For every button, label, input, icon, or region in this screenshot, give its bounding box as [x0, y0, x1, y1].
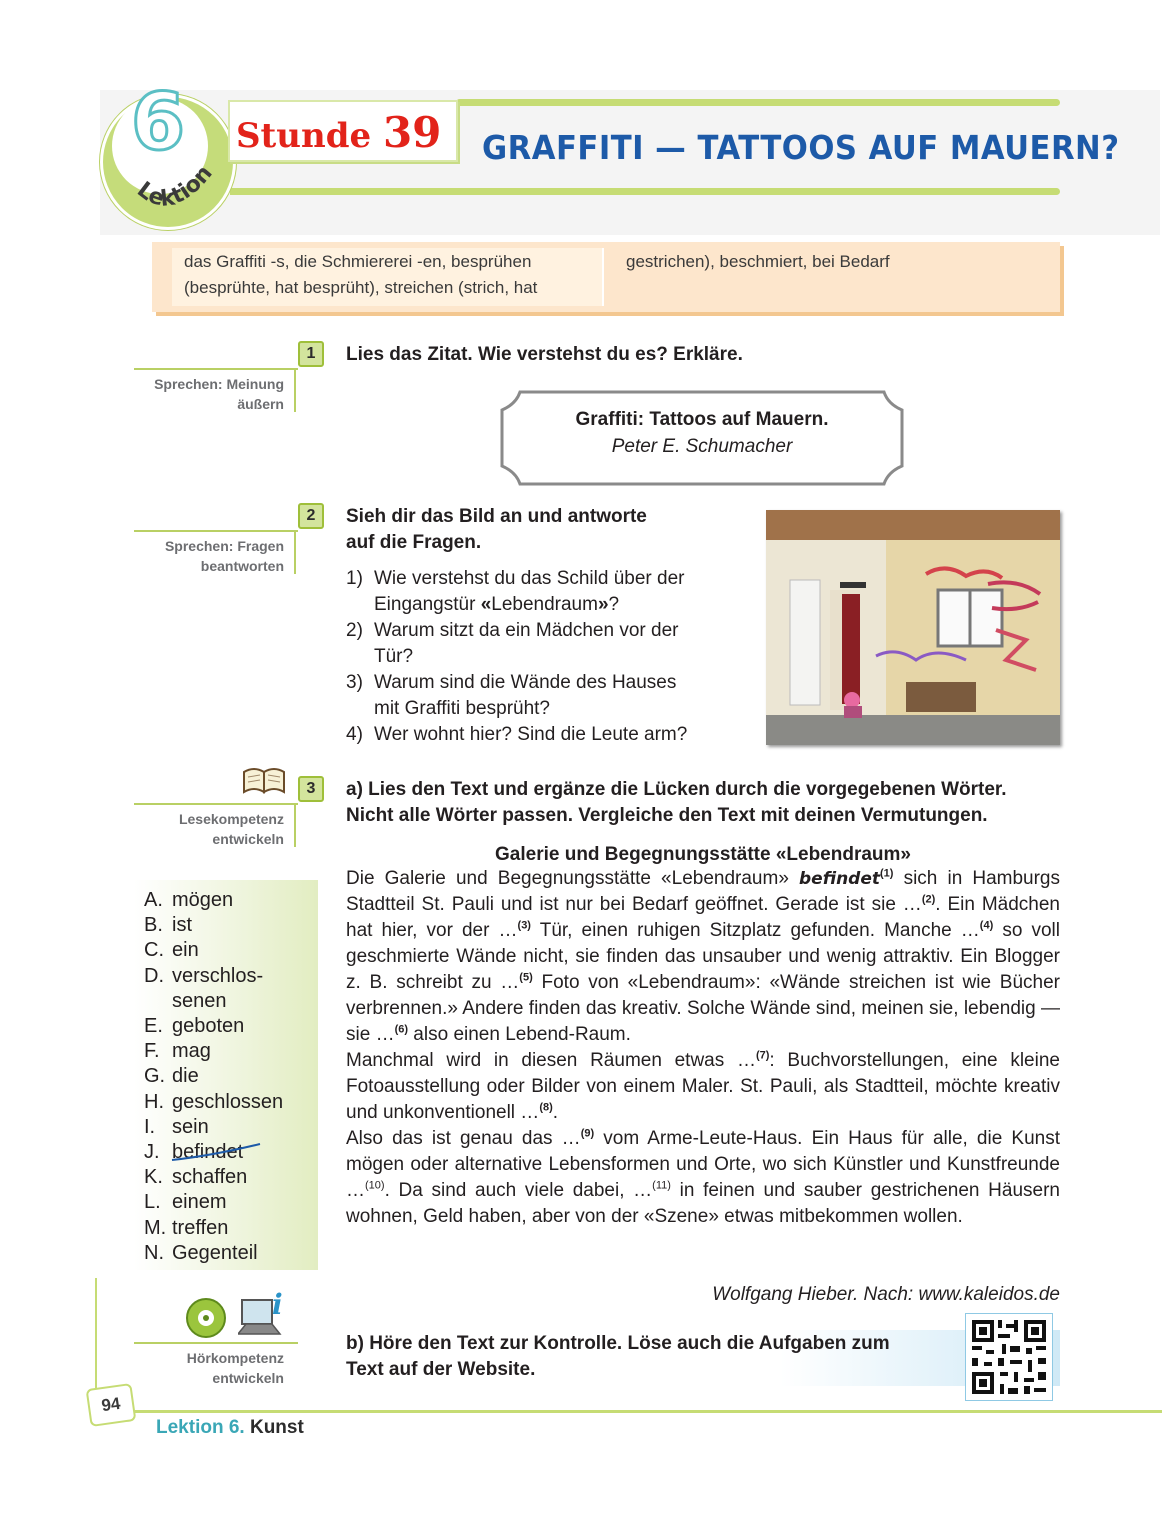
vocab-line: gestrichen), beschmiert, bei Bedarf [626, 252, 890, 271]
quote-mark: « [480, 594, 492, 615]
laptop-info-icon [238, 1294, 292, 1340]
task3a-heading-line: a) Lies den Text und ergänze die Lücken durch die vorgegebenen Wörter. [346, 779, 1007, 800]
task-number-3: 3 [298, 776, 324, 802]
word-option: L. einem [144, 1191, 227, 1214]
skill-label-speaking-questions [120, 536, 284, 576]
question-line: ? [608, 594, 620, 615]
question-line: Eingangstür [374, 594, 481, 615]
footer-lesson: Lektion 6. [156, 1417, 245, 1438]
question-line: Tür? [374, 646, 414, 667]
task2-heading [346, 504, 647, 556]
side-rule-vertical [294, 530, 296, 574]
task-number-1: 1 [298, 341, 324, 367]
word-option: K. schaffen [144, 1166, 248, 1189]
header-rule-bottom [456, 188, 1060, 195]
side-rule [134, 530, 298, 532]
footer-topic: Kunst [249, 1417, 304, 1438]
word-option-used: J. befindet [144, 1140, 314, 1165]
skill-label-line: Sprechen: Fragen [164, 538, 284, 554]
task-number-2: 2 [298, 503, 324, 529]
question-number: 1) [346, 568, 363, 589]
page-title: GRAFFITI — TATTOOS AUF MAUERN? [482, 128, 1120, 167]
example-answer: befindet [799, 869, 881, 889]
skill-label-line: äußern [237, 396, 284, 412]
question-item [346, 670, 756, 722]
skill-label-line: entwickeln [212, 1370, 284, 1386]
strike-through-mark [170, 1142, 264, 1164]
word-option: senen [172, 989, 227, 1012]
footer-rule [95, 1410, 1162, 1413]
side-rule [134, 803, 298, 805]
word-option: E. geboten [144, 1015, 245, 1038]
question-list [346, 566, 756, 748]
vocab-line: das Graffiti -s, die Schmiererei -en, besprühen [184, 252, 532, 271]
word-option: D. verschlos- [144, 964, 264, 987]
svg-text:Lektion [132, 161, 217, 212]
task3b-heading-line: b) Höre den Text zur Kontrolle. Löse auch die Aufgaben zum [346, 1333, 890, 1354]
info-icon: i [272, 1288, 283, 1321]
qr-code[interactable] [966, 1314, 1052, 1400]
question-text [374, 618, 678, 670]
reading-paragraph: Manchmal wird in diesen Räumen etwas …$^{(7)}$: Buchvorstellungen, eine kleine Fotoausstellung oder Bilder von einem Maler. St. Pauli, als Stadtteil, möchte kreativ und unkonventionell …$^{(8)}$. [346, 1049, 1060, 1123]
task1-heading: Lies das Zitat. Wie verstehst du es? Erkläre. [346, 344, 743, 365]
lesson-word-text: Lektion [132, 160, 218, 212]
stunde-number: 39 [382, 108, 442, 157]
skill-label-line: Hörkompetenz [186, 1350, 284, 1366]
skill-label-listening [120, 1348, 284, 1388]
skill-label-speaking-opinion [120, 374, 284, 414]
header-rule-top [456, 99, 1060, 106]
reading-paragraph: Die Galerie und Begegnungsstätte «Lebendraum» befindet$^{(1)}$ sich in Hamburgs Stadtteil St. Pauli und ist nur bei Bedarf geöffnet. Gerade ist sie …$^{(2)}$. Ein Mädchen hat hier, vor der …$^{(3)}$ Tür, einen ruhigen Sitzplatz gefunden. Manche …$^{(4)}$ so voll geschmierte Wände nicht, sie finden das unsauber und wenig attraktiv. Ein Blogger z. B. schreibt zu …$^{(5)}$ Foto von «Lebendraum»: «Wände streichen ist wie Bücher verbrennen.» Andere finden das kreativ. Solche Wände sind, meinen sie, lebendig — sie …$^{(6)}$ also einen Lebend-Raum. [346, 867, 1061, 1045]
side-rule-vertical [294, 368, 296, 412]
question-item [346, 618, 756, 670]
task3a-heading [346, 777, 1062, 829]
quote-author: Peter E. Schumacher [611, 436, 793, 457]
question-line: Wie verstehst du das Schild über der [374, 568, 685, 589]
task3a-heading-line: Nicht alle Wörter passen. Vergleiche den Text mit deinen Vermutungen. [346, 805, 988, 826]
task2-heading-line: auf die Fragen. [346, 532, 482, 553]
side-rule [134, 368, 298, 370]
header-rule-left [230, 188, 460, 195]
reading-text [346, 866, 1060, 1230]
text-source: Wolfgang Hieber. Nach: www.kaleidos.de [712, 1284, 1060, 1305]
question-line: Warum sitzt da ein Mädchen vor der [374, 620, 679, 641]
question-item [346, 566, 756, 618]
qr-code-pattern [968, 1316, 1050, 1398]
word-option: B. ist [144, 914, 192, 937]
task3b-heading [346, 1331, 966, 1383]
skill-label-line: Sprechen: Meinung [154, 376, 284, 392]
question-number: 3) [346, 672, 363, 693]
task3b-heading-line: Text auf der Website. [346, 1359, 536, 1380]
vocab-left-text [184, 249, 604, 301]
word-option: N. Gegenteil [144, 1241, 258, 1264]
skill-label-line: entwickeln [212, 831, 284, 847]
side-rule-vertical [294, 803, 296, 847]
quote-text: Graffiti: Tattoos auf Mauern. [575, 409, 829, 430]
quote [502, 406, 902, 460]
word-option: M. treffen [144, 1216, 229, 1239]
word-option: H. geschlossen [144, 1090, 284, 1113]
question-line: Lebendraum [491, 594, 598, 615]
reading-paragraph: Also das ist genau das …$^{(9)}$ vom Arme-Leute-Haus. Ein Haus für alle, die Kunst mögen oder alternative Lebensformen und Orte, wo sich Künstler und Kunstfreunde …$^{(10)}$. Da sind auch viele dabei, …$^{(11)}$ in feinen und sauber gestrichenen Häusern wohnen, Geld haben, aber von der «Szene» etwas mitbekommen wollen. [346, 1127, 1060, 1227]
page-number: 94 [86, 1383, 137, 1427]
question-line: mit Graffiti besprüht? [374, 698, 551, 719]
question-text [374, 670, 676, 722]
question-number: 4) [346, 724, 363, 745]
footer-label [156, 1417, 304, 1439]
side-rule [134, 1342, 298, 1344]
stunde-label [236, 108, 441, 157]
vocab-line: (besprühte, hat besprüht), streichen (strich, hat [184, 278, 538, 297]
word-options-list [144, 888, 314, 1266]
stunde-word: Stunde [236, 116, 372, 156]
skill-label-reading [120, 809, 284, 849]
skill-label-line: Lesekompetenz [178, 811, 284, 827]
question-number: 2) [346, 620, 363, 641]
lesson-word [126, 130, 238, 230]
question-item [346, 722, 756, 748]
skill-label-line: beantworten [200, 558, 284, 574]
question-line: Warum sind die Wände des Hauses [374, 672, 677, 693]
text-title: Galerie und Begegnungsstätte «Lebendraum» [495, 844, 911, 865]
vocab-right-text [626, 249, 1046, 275]
word-option: A. mögen [144, 889, 234, 911]
graffiti-house-photo [766, 510, 1060, 745]
quote-mark: » [597, 594, 609, 615]
book-icon [242, 764, 286, 794]
task2-heading-line: Sieh dir das Bild an und antworte [346, 506, 647, 527]
word-option: C. ein [144, 939, 199, 962]
word-option: I. sein [144, 1115, 209, 1138]
question-text: Wer wohnt hier? Sind die Leute arm? [374, 724, 688, 745]
graffiti-house-illustration [766, 510, 1060, 745]
question-text [374, 566, 685, 618]
word-option: G. die [144, 1065, 199, 1088]
lesson-number: 6 [130, 78, 186, 168]
cd-icon [184, 1296, 232, 1340]
word-option: F. mag [144, 1040, 211, 1063]
